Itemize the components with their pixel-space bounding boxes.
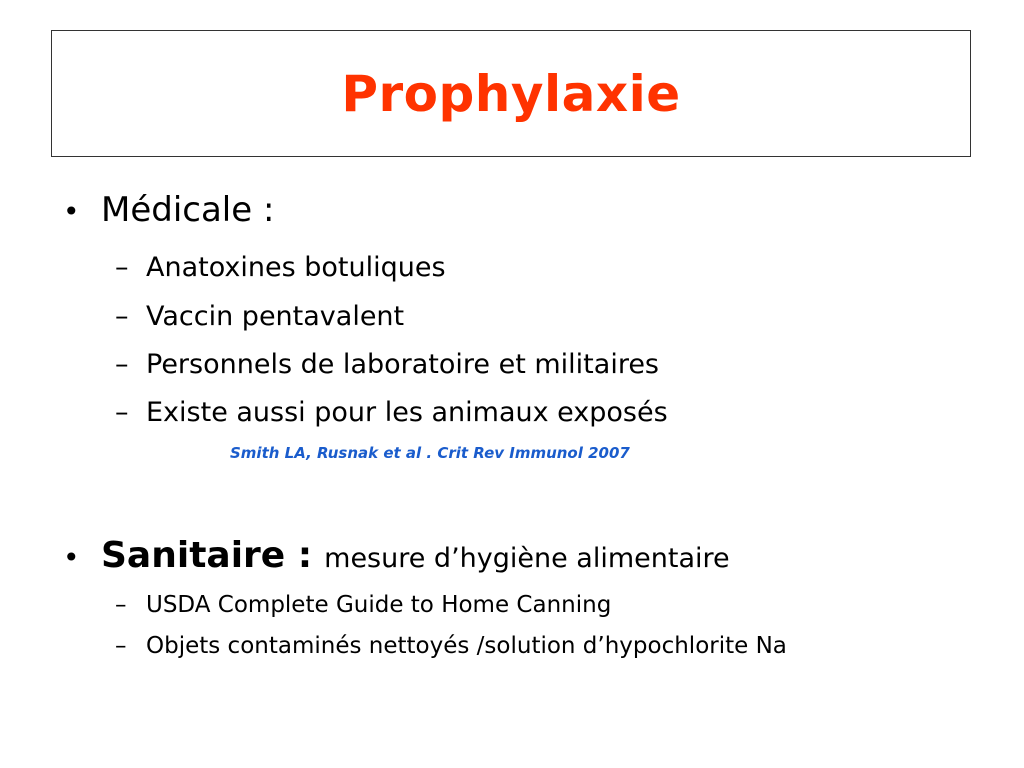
list-item [115, 252, 446, 283]
dash-icon: – [115, 397, 129, 428]
reference-citation: Smith LA, Rusnak et al . Crit Rev Immunol 2007 [230, 444, 630, 462]
list-item-text: Objets contaminés nettoyés /solution d’hypochlorite Na [146, 633, 787, 659]
dash-icon: – [115, 301, 129, 332]
list-item-text: Vaccin pentavalent [146, 301, 405, 332]
dash-icon: – [115, 633, 127, 659]
bullet-icon: • [63, 541, 80, 574]
list-item [115, 397, 668, 428]
section-heading: Sanitaire : [101, 535, 313, 576]
list-item-text: Personnels de laboratoire et militaires [146, 349, 659, 380]
list-item-text: Anatoxines botuliques [146, 252, 446, 283]
dash-icon: – [115, 592, 127, 618]
section-medicale [63, 190, 274, 230]
list-item [115, 633, 787, 659]
bullet-icon: • [63, 195, 80, 228]
dash-icon: – [115, 349, 129, 380]
list-item [115, 349, 659, 380]
section-heading: Médicale : [101, 190, 275, 230]
section-sanitaire [63, 535, 730, 576]
list-item [115, 592, 611, 618]
section-heading-detail: mesure d’hygiène alimentaire [324, 543, 730, 574]
slide-title: Prophylaxie [341, 64, 681, 123]
list-item [115, 301, 404, 332]
list-item-text: USDA Complete Guide to Home Canning [146, 592, 612, 618]
list-item-text: Existe aussi pour les animaux exposés [146, 397, 668, 428]
dash-icon: – [115, 252, 129, 283]
